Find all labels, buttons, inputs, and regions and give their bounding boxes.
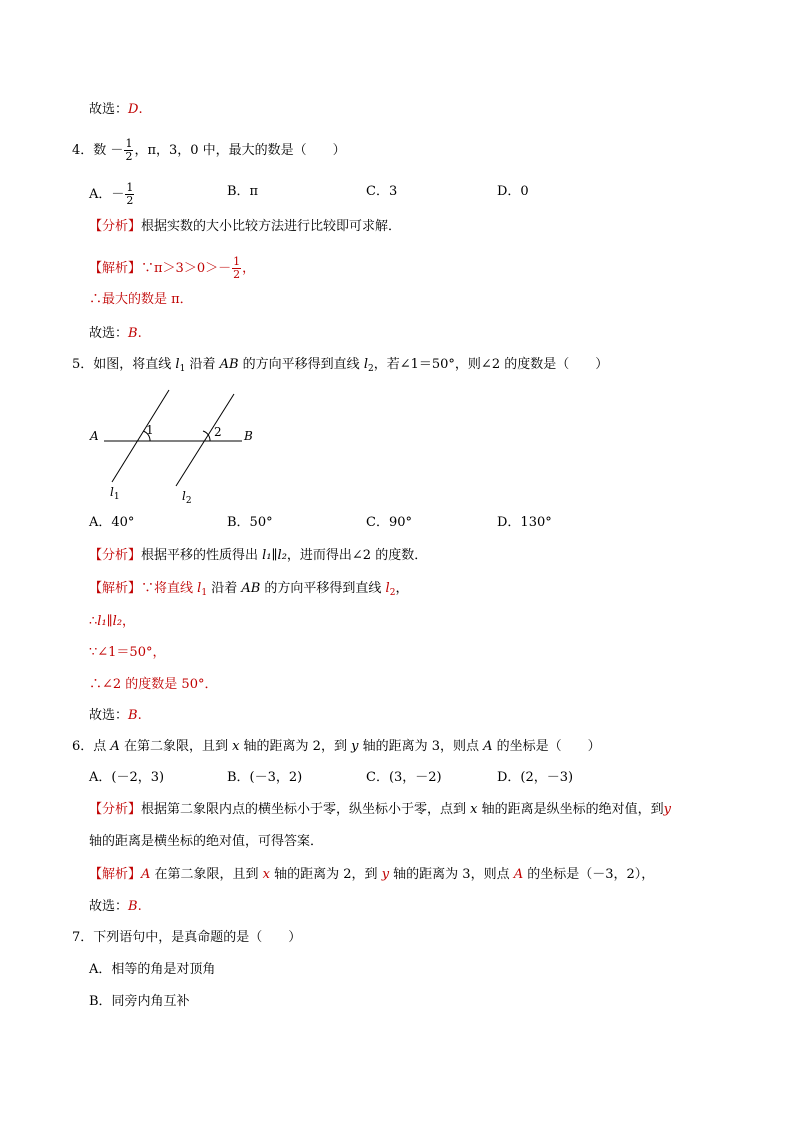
label-l2: $l_2$ xyxy=(182,489,192,506)
q6-analysis-line2: 轴的距离是横坐标的绝对值，可得答案． xyxy=(89,834,324,849)
choice-value: B xyxy=(128,326,138,341)
analysis-tag: 【分析】 xyxy=(89,219,142,234)
stem-text: 点 xyxy=(93,739,111,754)
line-l2: l xyxy=(363,357,368,372)
subscript: 2 xyxy=(389,588,396,598)
stem-text: 沿着 xyxy=(185,357,220,372)
q4-option-b: B．π xyxy=(227,184,259,199)
fraction-denominator: 2 xyxy=(126,194,134,207)
subscript: 2 xyxy=(367,364,374,374)
solution-tag: 【解析】 xyxy=(89,867,142,882)
choice-value: B xyxy=(128,899,138,914)
q5-because: ∵∠1＝50°， xyxy=(89,645,166,660)
question-number: 7． xyxy=(72,930,94,945)
solution-text: ∵π＞3＞0＞－ xyxy=(141,261,232,276)
q6-option-a: A．(－2，3) xyxy=(89,770,165,785)
solution-text: 轴的距离为 2，到 xyxy=(270,867,382,882)
solution-text: ， xyxy=(395,581,409,596)
q5-option-d: D．130° xyxy=(497,515,552,530)
stem-text: 的坐标是（ ） xyxy=(492,739,601,754)
stem-text: 的方向平移得到直线 xyxy=(238,357,364,372)
question-number: 6． xyxy=(72,739,94,754)
solution-text: 沿着 xyxy=(207,581,242,596)
angle-2-arc xyxy=(203,431,210,441)
solution-tag: 【解析】 xyxy=(89,261,142,276)
q5-option-b: B．50° xyxy=(227,515,273,530)
axis-x: x xyxy=(262,867,271,882)
fraction-denominator: 2 xyxy=(233,268,241,281)
label-b: B xyxy=(244,429,253,443)
fraction-numerator: 1 xyxy=(125,137,133,150)
fraction-numerator: 1 xyxy=(126,181,134,194)
q6-solution xyxy=(89,867,654,883)
label-angle-2: 2 xyxy=(214,425,222,439)
q6-option-d: D．(2，－3) xyxy=(497,770,574,785)
line-l2: l xyxy=(385,581,390,596)
q4-solution xyxy=(89,256,255,281)
q5-analysis xyxy=(89,548,427,564)
q5-therefore-parallel xyxy=(89,614,135,630)
q4-option-c: C．3 xyxy=(366,184,398,199)
option-label: A． xyxy=(89,187,112,202)
label-l1: $l_1$ xyxy=(110,485,120,502)
q7-option-a: A．相等的角是对顶角 xyxy=(89,962,216,977)
solution-text: ， xyxy=(242,261,256,276)
point-a: A xyxy=(110,739,120,754)
solution-text: 轴的距离为 3，则点 xyxy=(389,867,514,882)
subscript: 1 xyxy=(201,588,208,598)
q4-option-d: D．0 xyxy=(497,184,529,199)
therefore-sign: ∴ xyxy=(89,614,98,629)
choice-label: 故选： xyxy=(89,102,129,117)
q6-option-b: B．(－3，2) xyxy=(227,770,303,785)
neg-sign: － xyxy=(111,187,125,202)
q6-analysis xyxy=(89,802,671,818)
axis-y: y xyxy=(351,739,359,754)
segment-ab: AB xyxy=(219,357,239,372)
point-a: A xyxy=(483,739,493,754)
solution-text: ∵将直线 xyxy=(141,581,198,596)
analysis-text: 根据第二象限内点的横坐标小于零，纵坐标小于零，点到 xyxy=(141,802,471,817)
label-a: A xyxy=(90,429,99,443)
question-number: 4． xyxy=(72,143,94,158)
stem-text: 轴的距离为 2，到 xyxy=(239,739,352,754)
comma: ， xyxy=(122,614,136,629)
analysis-tag: 【分析】 xyxy=(89,802,142,817)
analysis-text: 根据平移的性质得出 xyxy=(141,548,263,563)
line-l2 xyxy=(176,394,234,486)
q5-option-c: C．90° xyxy=(366,515,412,530)
choice-label: 故选： xyxy=(89,326,129,341)
q5-stem xyxy=(72,357,608,377)
line-l1: l xyxy=(197,581,202,596)
q4-choice xyxy=(89,326,142,342)
solution-tag: 【解析】 xyxy=(89,581,142,596)
stem-text: 下列语句中，是真命题的是（ ） xyxy=(93,930,302,945)
axis-y: y xyxy=(663,802,671,817)
fraction xyxy=(124,138,133,163)
fraction-numerator: 1 xyxy=(233,255,241,268)
solution-text: 在第二象限，且到 xyxy=(150,867,263,882)
analysis-text: ，进而得出∠2 的度数． xyxy=(286,548,428,563)
stem-text: 如图，将直线 xyxy=(93,357,176,372)
neg-sign: － xyxy=(110,143,124,158)
segment-ab: AB xyxy=(241,581,261,596)
choice-value: D xyxy=(128,102,139,117)
choice-label: 故选： xyxy=(89,899,129,914)
axis-y: y xyxy=(381,867,390,882)
q4-option-a xyxy=(89,182,135,207)
solution-text: 的坐标是（－3，2）， xyxy=(523,867,655,882)
label-angle-1: 1 xyxy=(146,423,154,437)
solution-text: 的方向平移得到直线 xyxy=(260,581,386,596)
analysis-tag: 【分析】 xyxy=(89,548,142,563)
q4-stem xyxy=(72,138,346,163)
choice-label: 故选： xyxy=(89,708,129,723)
q6-option-c: C．(3，－2) xyxy=(366,770,442,785)
choice-period: . xyxy=(137,326,142,341)
subscript: 1 xyxy=(179,364,186,374)
analysis-text: 根据实数的大小比较方法进行比较即可求解． xyxy=(141,219,402,234)
parallel-lines-figure xyxy=(84,382,274,506)
choice-period: . xyxy=(137,708,142,723)
stem-text: 数 xyxy=(93,143,111,158)
stem-text: ，π，3，0 中，最大的数是（ ） xyxy=(134,143,346,158)
line-l1: l xyxy=(175,357,180,372)
q5-option-a: A．40° xyxy=(89,515,135,530)
q3-choice xyxy=(89,102,143,118)
q5-solution xyxy=(89,581,408,601)
stem-text: ，若∠1＝50°，则∠2 的度数是（ ） xyxy=(373,357,609,372)
q6-choice xyxy=(89,899,142,915)
choice-period: . xyxy=(137,899,142,914)
analysis-text: 轴的距离是纵坐标的绝对值，到 xyxy=(477,802,664,817)
fraction xyxy=(232,256,241,281)
axis-x: x xyxy=(232,739,240,754)
q4-analysis xyxy=(89,219,401,235)
q6-stem xyxy=(72,739,601,755)
point-a: A xyxy=(141,867,151,882)
question-number: 5． xyxy=(72,357,94,372)
line-l1 xyxy=(112,390,169,482)
stem-text: 轴的距离为 3，则点 xyxy=(358,739,484,754)
fraction xyxy=(125,182,134,207)
choice-value: B xyxy=(128,708,138,723)
q5-conclusion: ∴∠2 的度数是 50°． xyxy=(89,677,218,692)
q5-choice xyxy=(89,708,142,724)
q7-stem xyxy=(72,930,301,946)
choice-period: . xyxy=(138,102,143,117)
q7-option-b: B．同旁内角互补 xyxy=(89,994,190,1009)
fraction-denominator: 2 xyxy=(125,150,133,163)
point-a: A xyxy=(513,867,524,882)
q4-conclusion: ∴最大的数是 π． xyxy=(89,292,193,307)
parallel-statement: l₁∥l₂ xyxy=(97,614,123,629)
parallel-statement: l₁∥l₂ xyxy=(262,548,287,563)
axis-x: x xyxy=(470,802,478,817)
stem-text: 在第二象限，且到 xyxy=(119,739,233,754)
